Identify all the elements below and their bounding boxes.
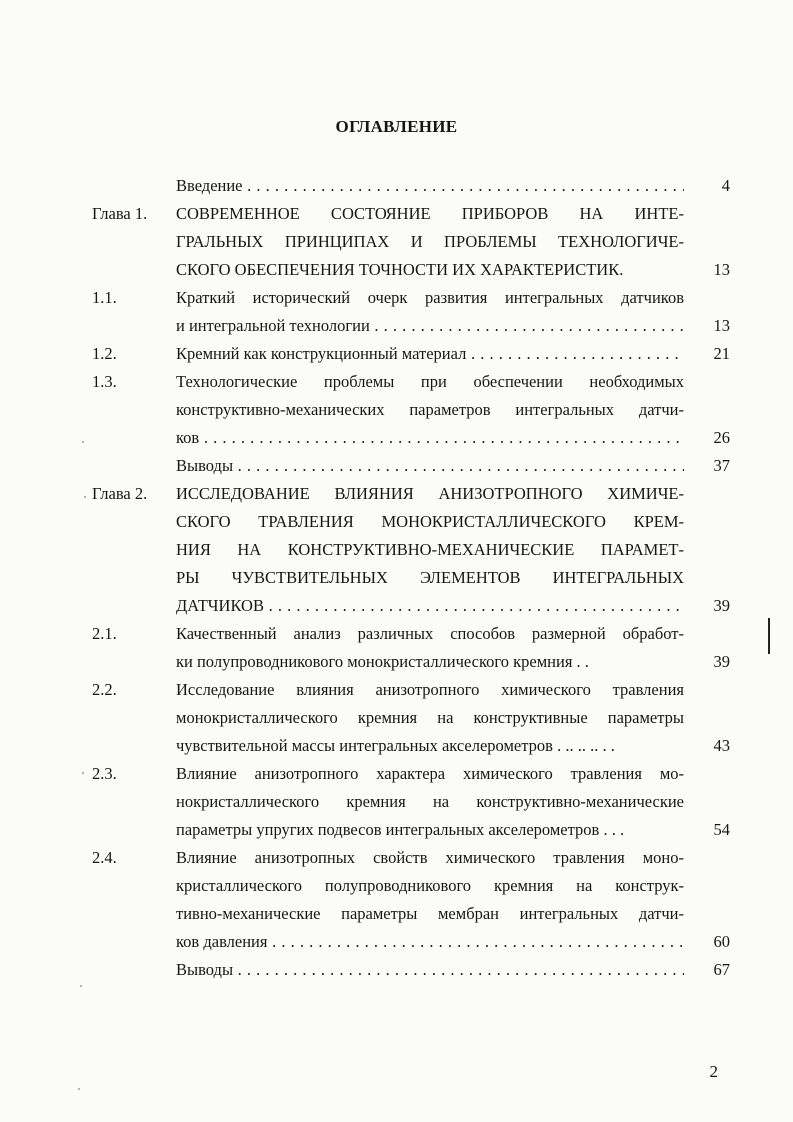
toc-entry-text: нокристаллического кремния на конструктивно-механические (176, 792, 684, 811)
toc-line (0, 789, 793, 815)
scan-speck (84, 496, 86, 498)
toc-entry-label: 1.3. (92, 372, 117, 391)
toc-line (0, 257, 793, 283)
toc-entry-text: конструктивно-механических параметров интегральных датчи- (176, 400, 684, 419)
toc-line (0, 201, 793, 227)
toc-line (0, 313, 793, 339)
toc-entry-text: НИЯ НА КОНСТРУКТИВНО-МЕХАНИЧЕСКИЕ ПАРАМЕТ- (176, 540, 684, 559)
toc-entry-label: 1.1. (92, 288, 117, 307)
toc-entry-text: ки полупроводникового монокристаллического кремния . . (176, 652, 589, 671)
toc-entry-label: 2.1. (92, 624, 117, 643)
toc-entry-text: Влияние анизотропного характера химического травления мо- (176, 764, 684, 783)
toc-entry-text: Влияние анизотропных свойств химического травления моно- (176, 848, 684, 867)
toc-entry-page: 39 (713, 596, 730, 615)
toc-line (0, 845, 793, 871)
toc-line (0, 593, 793, 619)
toc-entry-page: 39 (713, 652, 730, 671)
page-number: 2 (709, 1062, 718, 1081)
toc-line (0, 397, 793, 423)
toc-entry-page: 13 (713, 260, 730, 279)
toc-entry-text: Кремний как конструкционный материал . . . (176, 341, 684, 367)
toc-entry-text: СОВРЕМЕННОЕ СОСТОЯНИЕ ПРИБОРОВ НА ИНТЕ- (176, 204, 684, 223)
toc-entry-text: параметры упругих подвесов интегральных акселерометров . . . (176, 820, 625, 839)
toc-entry-text: Технологические проблемы при обеспечении необходимых (176, 372, 684, 391)
toc-entry-text: ГРАЛЬНЫХ ПРИНЦИПАХ И ПРОБЛЕМЫ ТЕХНОЛОГИЧЕ- (176, 232, 684, 251)
toc-line (0, 341, 793, 367)
toc-entry-text: кристаллического полупроводникового кремния на конструк- (176, 876, 684, 895)
toc-line (0, 929, 793, 955)
toc-line (0, 173, 793, 199)
toc-line (0, 425, 793, 451)
toc-line (0, 733, 793, 759)
toc-line (0, 901, 793, 927)
toc-line (0, 649, 793, 675)
toc-entry-text: Краткий исторический очерк развития интегральных датчиков (176, 288, 684, 307)
toc-entry-text: ков давления . . . (176, 929, 684, 955)
toc-line (0, 565, 793, 591)
toc-entry-text: Введение . . . (176, 173, 684, 199)
toc-line (0, 957, 793, 983)
toc-entry-label: Глава 1. (92, 204, 148, 223)
page-title: ОГЛАВЛЕНИЕ (335, 117, 458, 136)
toc-line (0, 369, 793, 395)
toc-entry-text: СКОГО ОБЕСПЕЧЕНИЯ ТОЧНОСТИ ИХ ХАРАКТЕРИСТИК. (176, 260, 624, 279)
toc-entry-text: Выводы . . . (176, 957, 684, 983)
toc-entry-label: 1.2. (92, 344, 117, 363)
toc-line (0, 537, 793, 563)
toc-entry-text: тивно-механические параметры мембран интегральных датчи- (176, 904, 684, 923)
toc-line (0, 761, 793, 787)
toc-entry-text: Качественный анализ различных способов размерной обработ- (176, 624, 684, 643)
scan-mark (768, 618, 770, 654)
toc-entry-page: 13 (713, 316, 730, 335)
toc-entry-text: чувствительной массы интегральных акселерометров . .. .. .. . . (176, 736, 615, 755)
toc-entry-page: 26 (713, 428, 730, 447)
toc-entry-text: ИССЛЕДОВАНИЕ ВЛИЯНИЯ АНИЗОТРОПНОГО ХИМИЧЕ- (176, 484, 684, 503)
toc-entry-text: СКОГО ТРАВЛЕНИЯ МОНОКРИСТАЛЛИЧЕСКОГО КРЕМ- (176, 512, 684, 531)
toc-line (0, 873, 793, 899)
toc-entry-page: 21 (713, 344, 730, 363)
toc-entry-text: ков . . . (176, 425, 684, 451)
toc-line (0, 509, 793, 535)
scan-speck (82, 772, 84, 774)
toc-line (0, 621, 793, 647)
toc-entry-label: 2.3. (92, 764, 117, 783)
toc-entry-page: 43 (713, 736, 730, 755)
toc-entry-text: Исследование влияния анизотропного химического травления (176, 680, 684, 699)
scan-speck (78, 1088, 80, 1090)
toc-entry-label: 2.2. (92, 680, 117, 699)
toc-entry-text: Выводы . . . (176, 453, 684, 479)
toc-entry-page: 54 (713, 820, 730, 839)
toc-entry-text: и интегральной технологии . . . (176, 313, 684, 339)
scan-speck (80, 985, 82, 987)
toc-entry-page: 4 (721, 176, 730, 195)
toc-line (0, 705, 793, 731)
toc-line (0, 817, 793, 843)
toc-line (0, 229, 793, 255)
toc-line (0, 481, 793, 507)
toc-entry-text: монокристаллического кремния на конструктивные параметры (176, 708, 684, 727)
toc-line (0, 285, 793, 311)
toc-entry-text: РЫ ЧУВСТВИТЕЛЬНЫХ ЭЛЕМЕНТОВ ИНТЕГРАЛЬНЫХ (176, 568, 684, 587)
toc-entry-text: ДАТЧИКОВ . . . (176, 593, 684, 619)
toc-entry-label: 2.4. (92, 848, 117, 867)
toc-entry-page: 60 (713, 932, 730, 951)
toc-entry-page: 67 (713, 960, 730, 979)
toc-line (0, 677, 793, 703)
toc-line (0, 453, 793, 479)
toc-entry-label: Глава 2. (92, 484, 148, 503)
scan-speck (82, 441, 84, 443)
toc-entry-page: 37 (713, 456, 730, 475)
